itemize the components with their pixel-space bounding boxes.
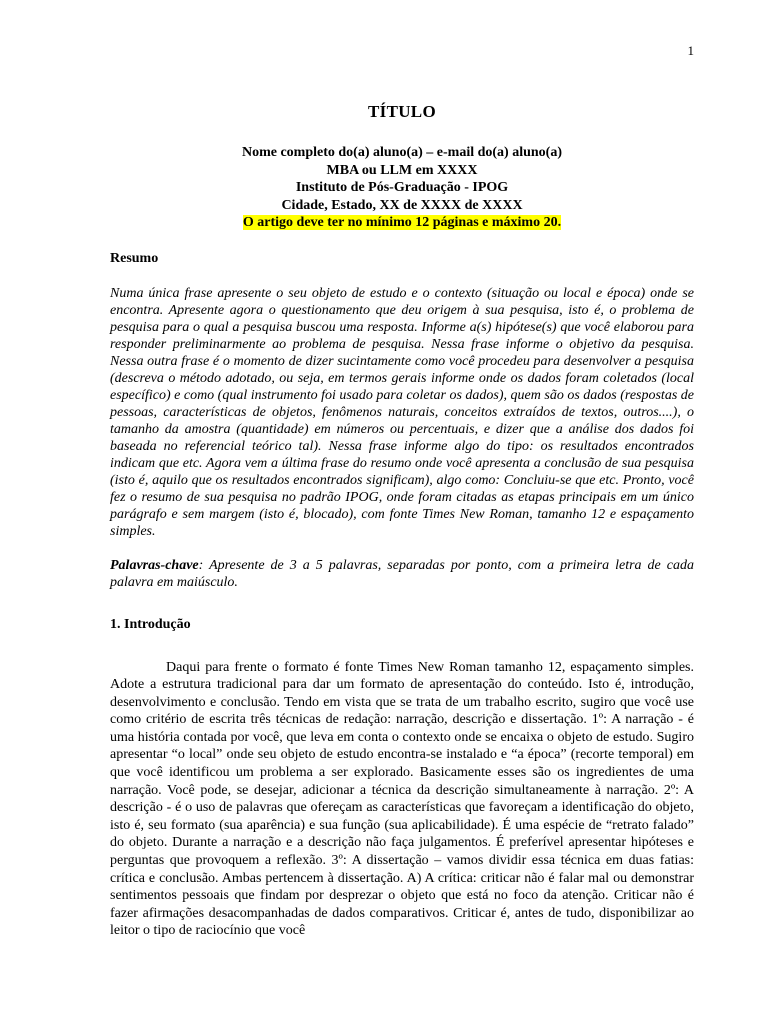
introduction-heading: 1. Introdução — [110, 616, 191, 632]
abstract-heading: Resumo — [110, 250, 159, 266]
program-name: MBA ou LLM em XXXX — [326, 162, 478, 178]
page-number: 1 — [687, 43, 694, 58]
document-title: TÍTULO — [368, 102, 436, 121]
keywords-label: Palavras-chave — [110, 557, 199, 573]
author-block — [110, 144, 694, 232]
keywords-paragraph — [110, 557, 694, 591]
author-name-email: Nome completo do(a) aluno(a) – e-mail do(a) aluno(a) — [241, 145, 563, 160]
abstract-text: Numa única frase apresente o seu objeto de estudo e o contexto (situação ou local e época) onde se encontra. Apresente agora o questionamento que deu origem à sua pesquisa, isto é, o problema de pesquisa para o qual a pesquisa buscou uma resposta. Informe a(s) hipótese(s) que você elaborou para responder preliminarmente ao problema de pesquisa. Nessa frase informe o objetivo da pesquisa. Nessa outra frase é o momento de dizer sucintamente como você procedeu para desenvolver a pesquisa (descreva o método adotado, ou seja, em termos gerais informe onde os dados foram coletados (local específico) e como (qual instrumento foi usado para coletar os dados), quem são os dados (respostas de pessoas, características de objetos, fenômenos naturais, conceitos extraídos de textos, outros....), o tamanho da amostra (quantidade) em números ou percentuais, e dizer que a análise dos dados foi baseada no referencial teórico tal). Nessa frase informe algo do tipo: os resultados encontrados indicam que etc. Agora vem a última frase do resumo onde você apresenta a conclusão de sua pesquisa (isto é, aquilo que os resultados encontrados significam), algo como: Concluiu-se que etc. Pronto, você fez o resumo de sua pesquisa no padrão IPOG, onde foram citadas as etapas principais em um único parágrafo e sem margem (isto é, blocado), com fonte Times New Roman, tamanho 12 e espaçamento simples. — [110, 285, 694, 539]
institution-name: Instituto de Pós-Graduação - IPOG — [295, 180, 509, 195]
introduction-text: Daqui para frente o formato é fonte Times New Roman tamanho 12, espaçamento simples. Adote a estrutura tradicional para dar um formato de apresentação do conteúdo. Isto é, introdução, desenvolvimento e conclusão. Tendo em vista que se trata de um trabalho escrito, sugiro que você use como critério de escrita três técnicas de redação: narração, descrição e dissertação. 1º: A narração - é uma história contada por você, que leva em conta o contexto onde se encaixa o objeto de estudo. Sugiro apresentar “o local” onde seu objeto de estudo encontra-se instalado e “a época” (recorte temporal) em que você identificou um problema a ser explorado. Basicamente esses são os ingredientes de uma narração. Você pode, se desejar, adicionar a técnica da descrição simultaneamente à narração. 2º: A descrição - é o uso de palavras que ofereçam as características que favoreçam a identificação do objeto, isto é, seu formato (sua aparência) e sua função (sua aplicabilidade). É uma espécie de “retrato falado” do objeto. Durante a narração e a descrição não faça julgamentos. É preferível apresentar hipóteses e perguntas que provoquem a reflexão. 3º: A dissertação – vamos dividir essa técnica em duas fatias: crítica e conclusão. Ambas pertencem à dissertação. A) A crítica: criticar não é falar mal ou demonstrar sentimentos pessoais que findam por desprezar o objeto que está no foco da atenção. Criticar não é fazer afirmações desacompanhadas de dados comparativos. Criticar é, antes de tudo, disponibilizar ao leitor o tipo de raciocínio que você — [110, 659, 694, 939]
highlighted-note: O artigo deve ter no mínimo 12 páginas e máximo 20. — [242, 215, 562, 230]
city-date: Cidade, Estado, XX de XXXX de XXXX — [281, 197, 523, 213]
page-count-note — [110, 214, 694, 232]
keywords-text: : Apresente de 3 a 5 palavras, separadas por ponto, com a primeira letra de cada palavra em maiúsculo. — [110, 557, 694, 590]
page-content — [110, 102, 694, 940]
